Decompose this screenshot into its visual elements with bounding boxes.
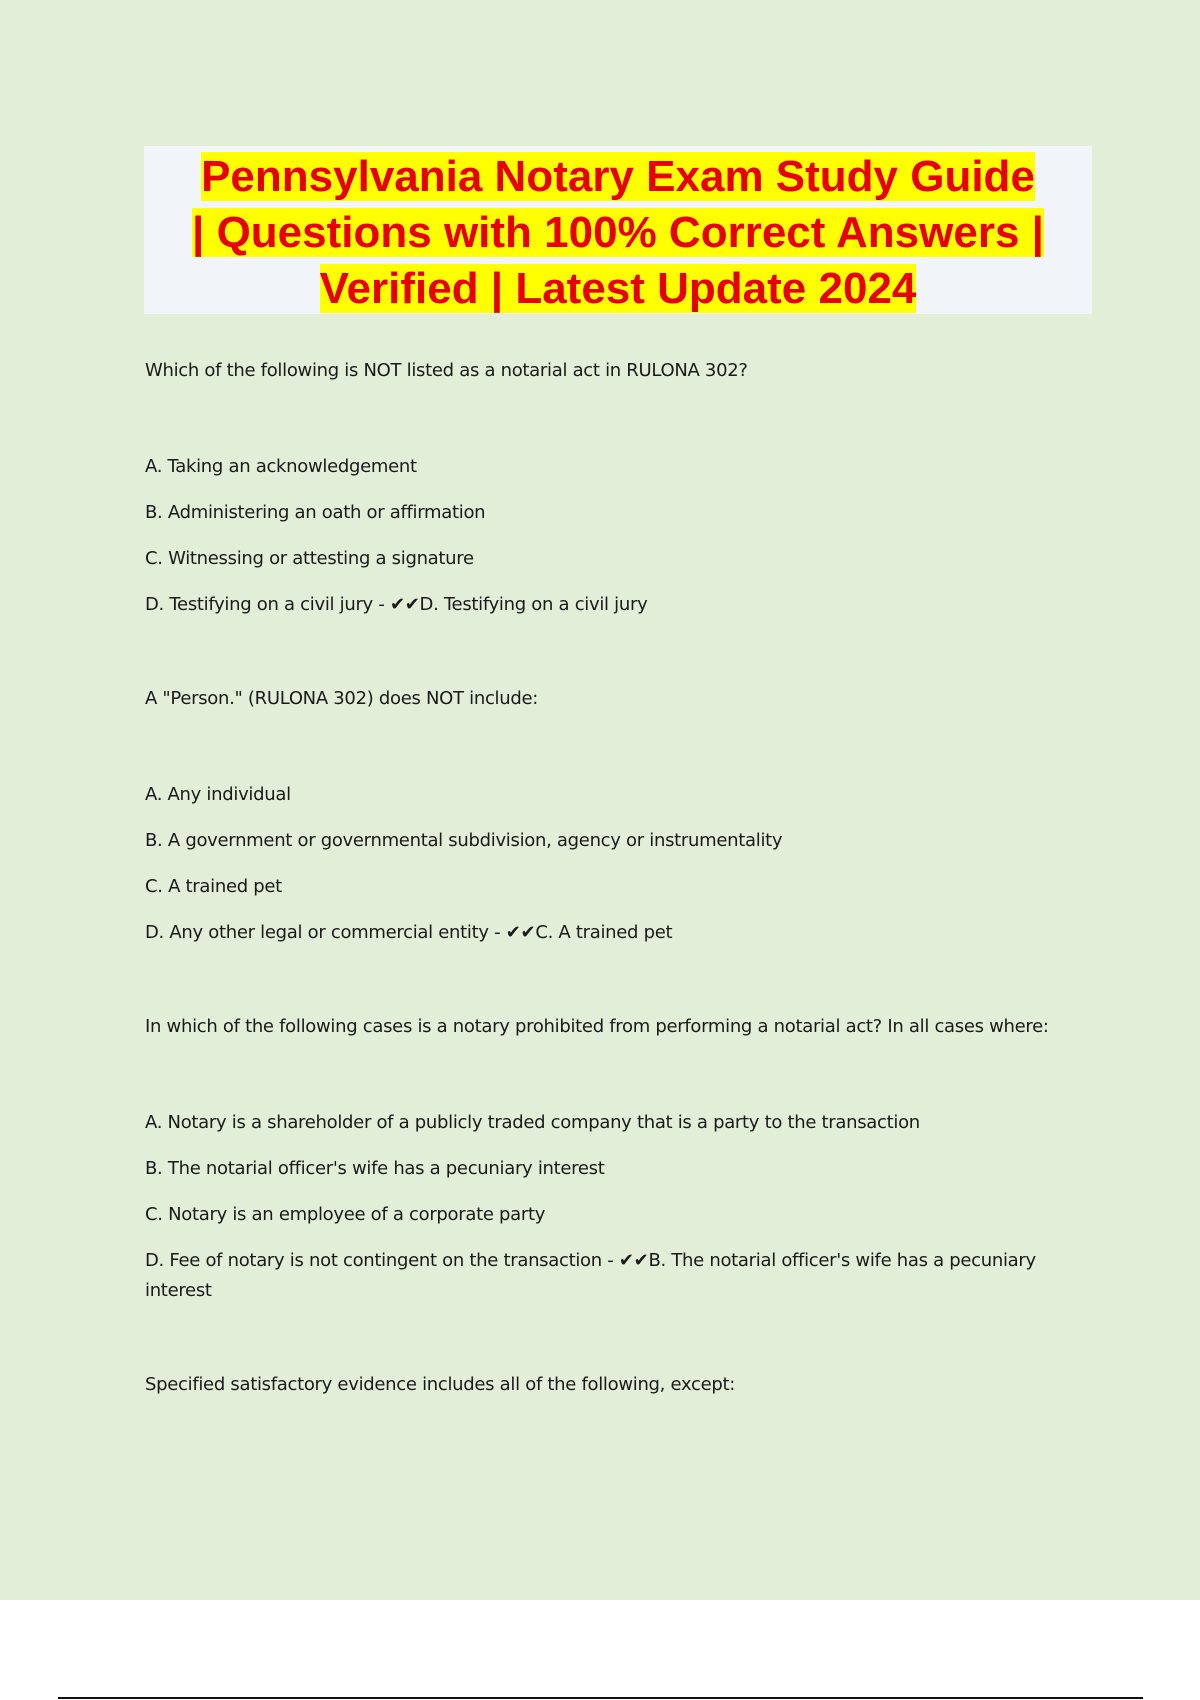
question-block: [145, 684, 1095, 948]
question-text: Specified satisfactory evidence includes all of the following, except:: [145, 1374, 736, 1395]
title-line-3: Verified | Latest Update 2024: [319, 264, 917, 313]
answer-option: C. A trained pet: [145, 876, 282, 897]
question-block: [145, 1370, 1095, 1400]
title-line-1: Pennsylvania Notary Exam Study Guide: [201, 152, 1035, 201]
question-text: Which of the following is NOT listed as a notarial act in RULONA 302?: [145, 360, 748, 381]
document-title: [144, 146, 1092, 317]
question-text: A "Person." (RULONA 302) does NOT include:: [145, 688, 539, 709]
footer-divider: [58, 1697, 1143, 1699]
answer-option: A. Any individual: [145, 784, 291, 805]
answer-option: C. Witnessing or attesting a signature: [145, 548, 474, 569]
question-list: [145, 356, 1095, 1466]
answer-option-with-key: D. Testifying on a civil jury - ✔✔D. Testifying on a civil jury: [145, 594, 648, 615]
answer-option: B. Administering an oath or affirmation: [145, 502, 486, 523]
title-line-2: | Questions with 100% Correct Answers |: [192, 208, 1044, 257]
answer-option: C. Notary is an employee of a corporate party: [145, 1204, 546, 1225]
answer-option: B. A government or governmental subdivision, agency or instrumentality: [145, 830, 783, 851]
title-banner: [144, 146, 1092, 314]
question-text: In which of the following cases is a notary prohibited from performing a notarial act? In all cases where:: [145, 1016, 1049, 1037]
question-block: [145, 1012, 1095, 1306]
answer-option: A. Notary is a shareholder of a publicly traded company that is a party to the transaction: [145, 1112, 920, 1133]
answer-option: B. The notarial officer's wife has a pecuniary interest: [145, 1158, 605, 1179]
answer-option: A. Taking an acknowledgement: [145, 456, 417, 477]
question-block: [145, 356, 1095, 620]
answer-option-with-key: D. Fee of notary is not contingent on the transaction - ✔✔B. The notarial officer's wife has a pecuniary interest: [145, 1250, 1036, 1301]
answer-option-with-key: D. Any other legal or commercial entity - ✔✔C. A trained pet: [145, 922, 673, 943]
